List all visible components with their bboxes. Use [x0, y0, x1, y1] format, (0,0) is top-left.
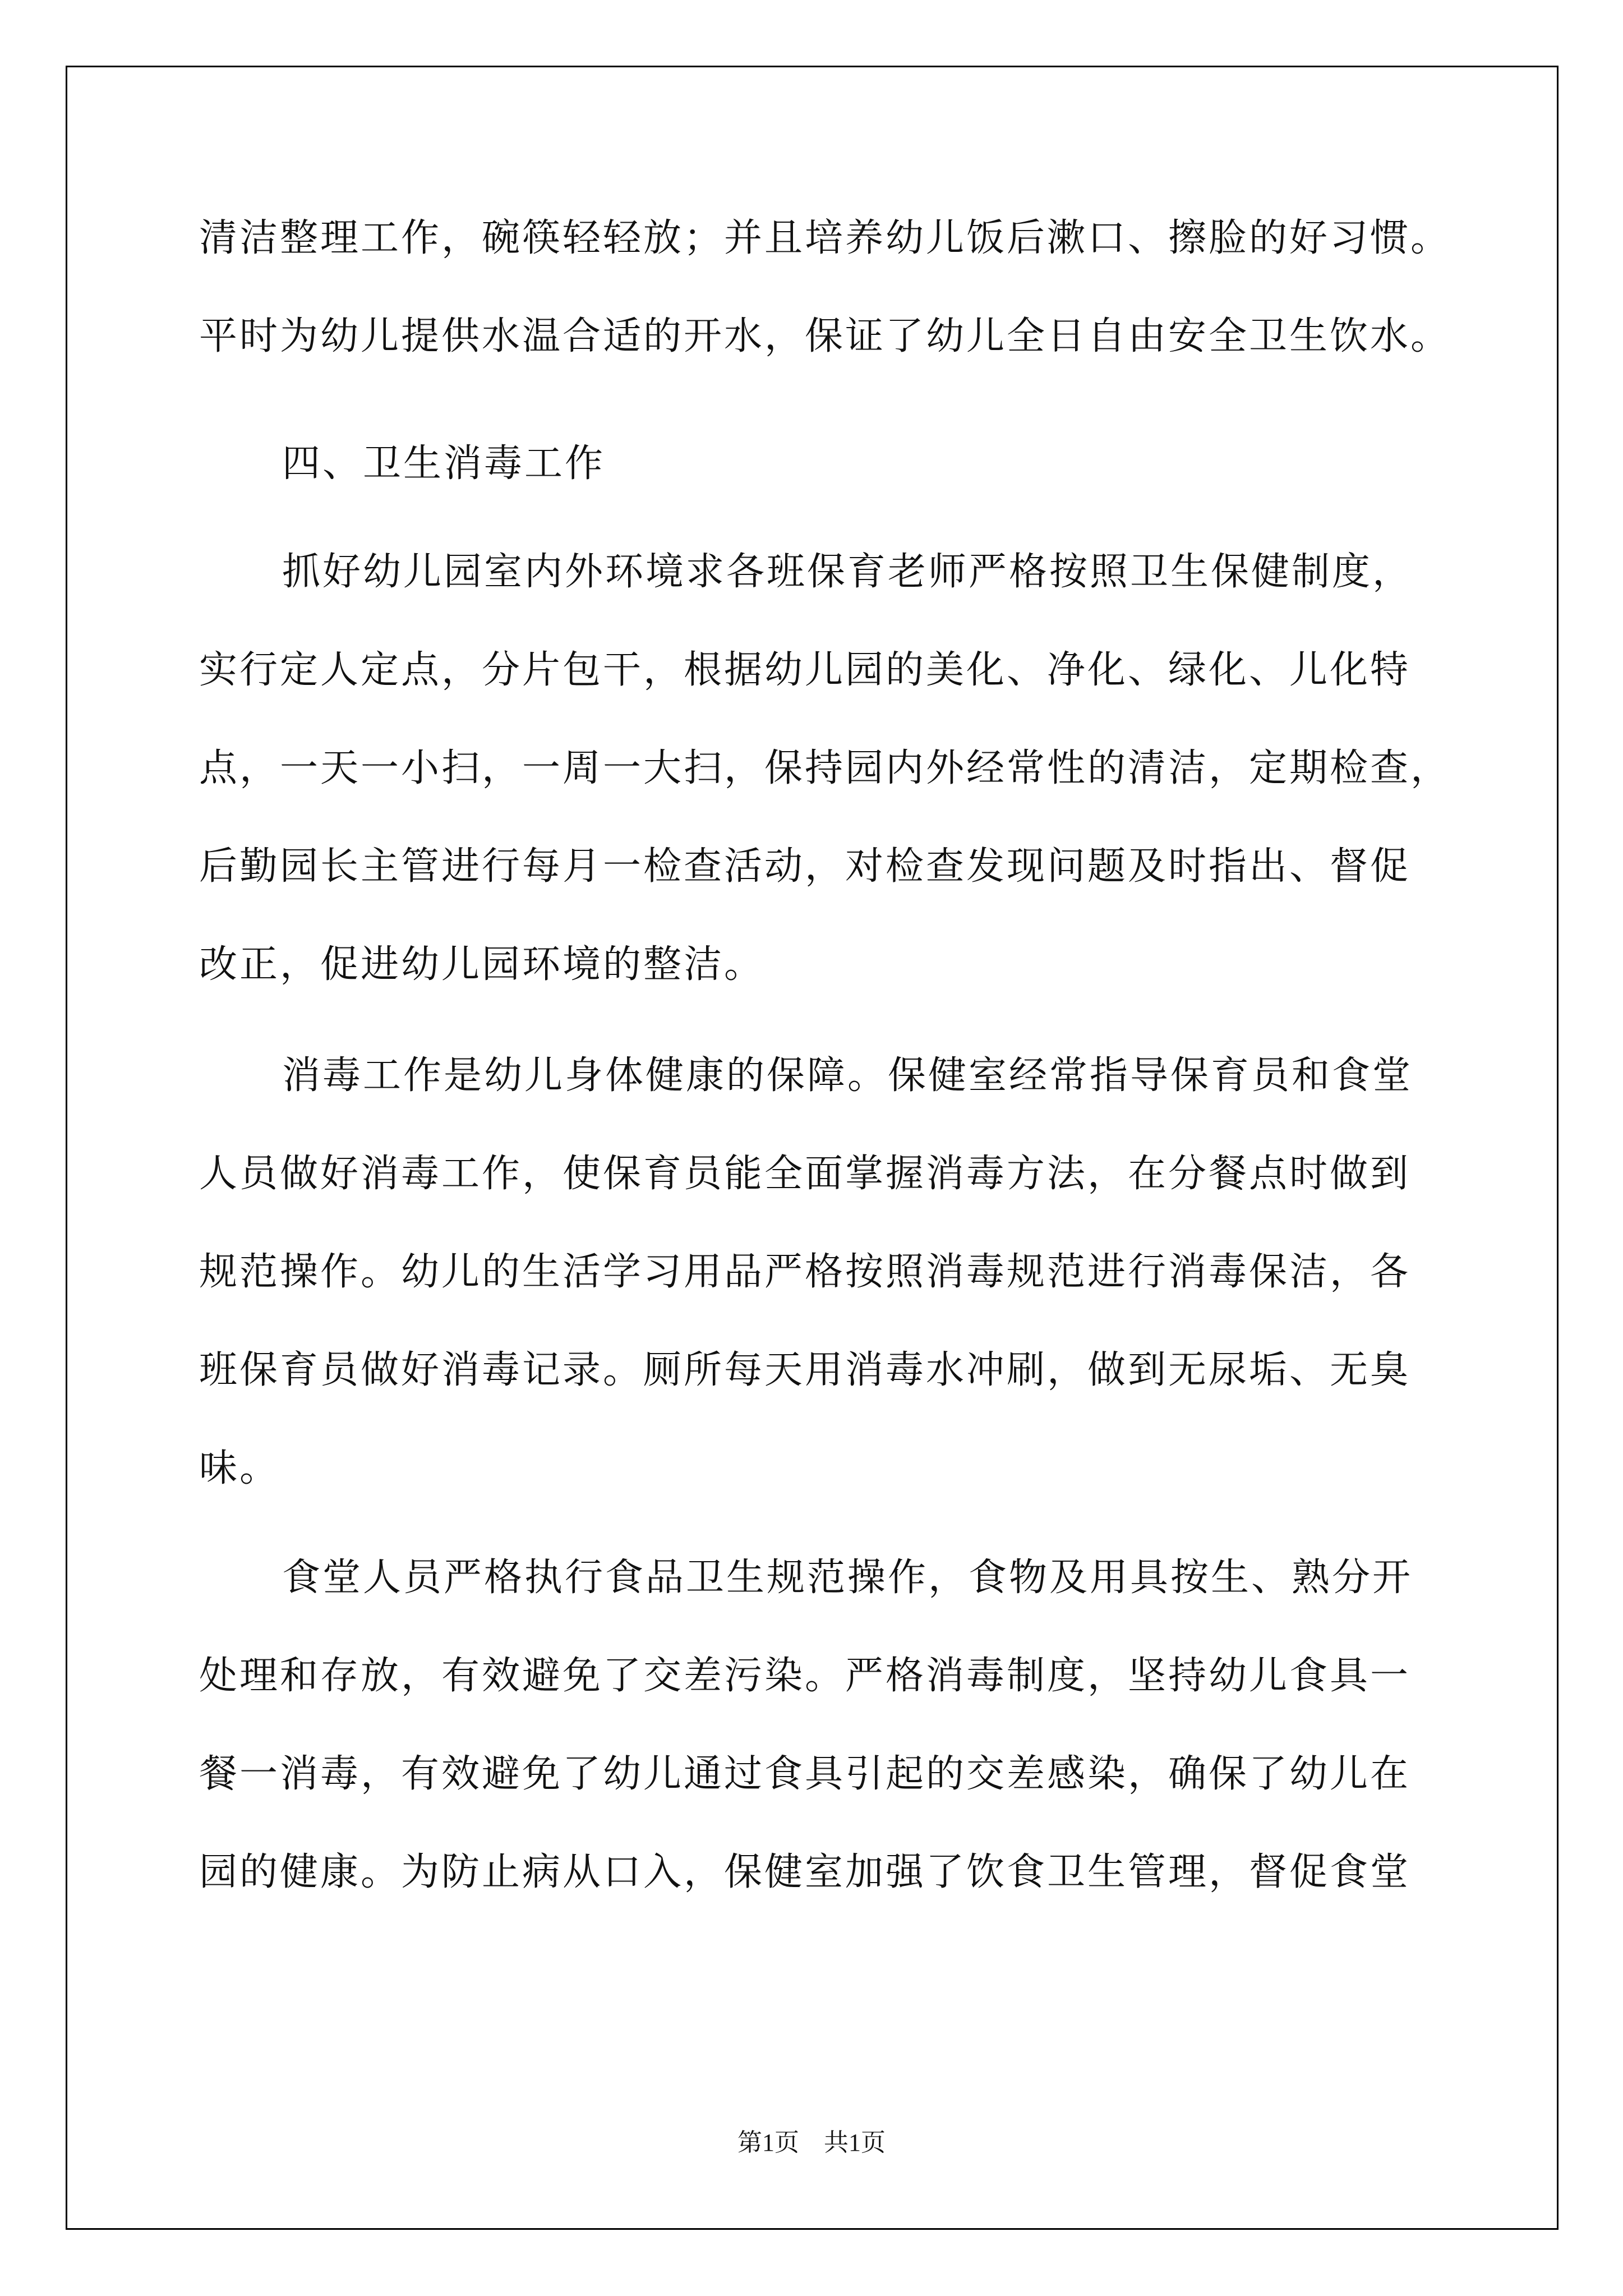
- text-line: 消毒工作是幼儿身体健康的保障。保健室经常指导保育员和食堂: [282, 1053, 1413, 1098]
- text-line: 处理和存放，有效避免了交差污染。严格消毒制度，坚持幼儿食具一: [199, 1654, 1411, 1698]
- text-line: 实行定人定点，分片包干，根据幼儿园的美化、净化、绿化、儿化特: [199, 648, 1411, 692]
- text-line: 规范操作。幼儿的生活学习用品严格按照消毒规范进行消毒保洁，各: [199, 1250, 1411, 1294]
- text-line: 平时为幼儿提供水温合适的开水，保证了幼儿全日自由安全卫生饮水。: [199, 314, 1451, 358]
- text-line: 园的健康。为防止病从口入，保健室加强了饮食卫生管理，督促食堂: [199, 1850, 1411, 1894]
- section-heading: 四、卫生消毒工作: [282, 441, 606, 486]
- text-line: 抓好幼儿园室内外环境求各班保育老师严格按照卫生保健制度，: [282, 550, 1413, 594]
- text-line: 班保育员做好消毒记录。厕所每天用消毒水冲刷，做到无尿垢、无臭: [199, 1348, 1411, 1392]
- text-line: 味。: [199, 1446, 280, 1490]
- page-footer: 第1页 共1页: [737, 2129, 886, 2156]
- text-line: 后勤园长主管进行每月一检查活动，对检查发现问题及时指出、督促: [199, 844, 1411, 889]
- page-border: [66, 66, 1559, 2230]
- text-line: 人员做好消毒工作，使保育员能全面掌握消毒方法，在分餐点时做到: [199, 1152, 1411, 1196]
- text-line: 食堂人员严格执行食品卫生规范操作，食物及用具按生、熟分开: [282, 1556, 1413, 1600]
- text-line: 清洁整理工作，碗筷轻轻放；并且培养幼儿饭后漱口、擦脸的好习惯。: [199, 216, 1451, 260]
- text-line: 点，一天一小扫，一周一大扫，保持园内外经常性的清洁，定期检查，: [199, 746, 1451, 790]
- text-line: 餐一消毒，有效避免了幼儿通过食具引起的交差感染，确保了幼儿在: [199, 1752, 1411, 1796]
- text-line: 改正，促进幼儿园环境的整洁。: [199, 942, 765, 987]
